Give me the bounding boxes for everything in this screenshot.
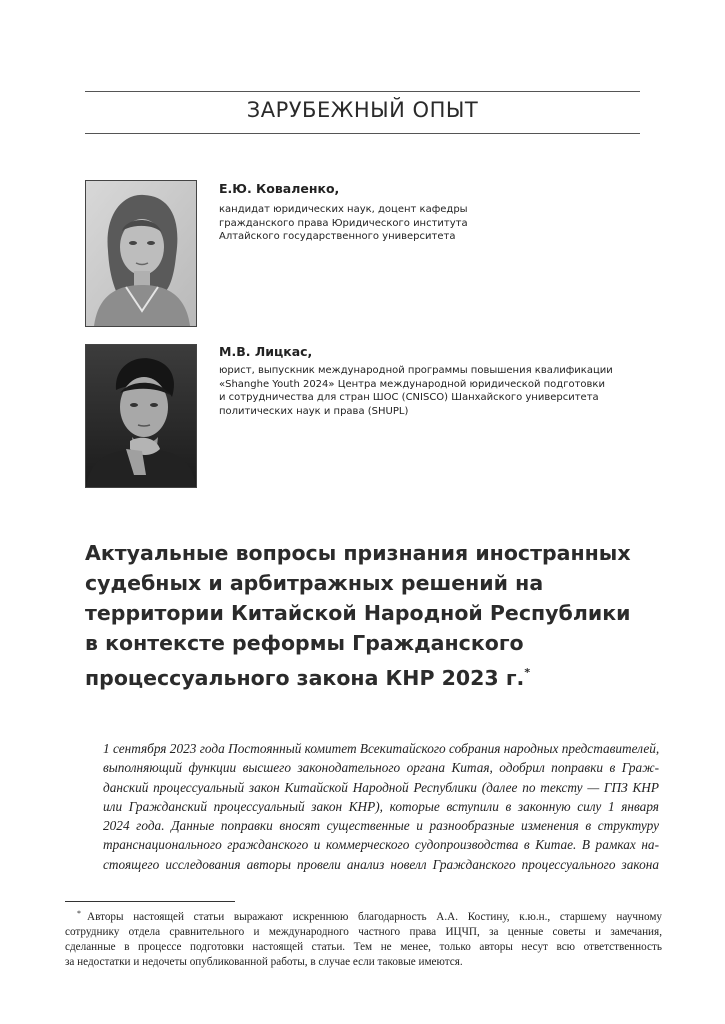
header-rule-bottom xyxy=(85,133,640,134)
article-abstract xyxy=(103,739,659,874)
footnote-rule xyxy=(65,901,235,902)
footnote-line-text: Авторы настоящей статьи выражают искреннюю благодарность А.А. Костину, к.ю.н., старшему научному xyxy=(87,911,662,923)
article-title-line-text: процессуального закона КНР 2023 г. xyxy=(85,666,525,690)
author-photo-kovalenko xyxy=(85,180,197,327)
footnote-line: сотруднику отдела сравнительного и международного частного права ИЦЧП, за ценные советы и замечания, xyxy=(65,926,662,938)
author-photo-litskas xyxy=(85,344,197,488)
article-title-line: Актуальные вопросы признания иностранных xyxy=(85,541,631,565)
abstract-line: 2024 года. Данные поправки вносят существенные и разнообразные изменения в структуру xyxy=(103,818,659,834)
abstract-line: транснационального гражданского и коммерческого судопроизводства в Китае. В рамках на- xyxy=(103,837,659,853)
abstract-line: 1 сентября 2023 года Постоянный комитет Всекитайского собрания народных представителей, xyxy=(103,741,660,756)
author-bio-line: и сотрудничества для стран ШОС (CNISCO) Шанхайского университета xyxy=(219,392,599,403)
abstract-line: стоящего исследования авторы провели анализ новелл Гражданского процессуального закона xyxy=(103,856,659,872)
author-bio-line: Алтайского государственного университета xyxy=(219,231,456,242)
author-bio-line: юрист, выпускник международной программы повышения квалификации xyxy=(219,365,613,376)
footnote xyxy=(65,906,662,970)
footnote-line xyxy=(65,906,662,925)
section-title: ЗАРУБЕЖНЫЙ ОПЫТ xyxy=(246,98,479,122)
footnote-reference-mark[interactable]: * xyxy=(524,666,531,679)
article-title-line: судебных и арбитражных решений на xyxy=(85,571,544,595)
abstract-line: данский процессуальный закон Китайской Народной Республики (далее по тексту — ГПЗ КНР xyxy=(103,779,659,795)
article-title xyxy=(85,538,645,693)
author-bio-line: кандидат юридических наук, доцент кафедры xyxy=(219,204,468,215)
article-title-line: в контексте реформы Гражданского xyxy=(85,631,524,655)
author-name: Е.Ю. Коваленко, xyxy=(219,181,340,196)
abstract-line: выполняющий функции высшего законодательного органа Китая, одобрил поправки в Граж- xyxy=(103,760,659,776)
author-bio-line: гражданского права Юридического института xyxy=(219,217,468,229)
article-title-line xyxy=(85,658,645,693)
author-name: М.В. Лицкас, xyxy=(219,344,313,359)
header-rule-top xyxy=(85,91,640,92)
footnote-line: сделанные в процессе подготовки настоящей статьи. Тем не менее, только авторы несут всю ответственность xyxy=(65,941,662,953)
abstract-line: или Гражданский процессуальный закон КНР), которые вступили в законную силу 1 января xyxy=(103,798,659,814)
article-title-line: территории Китайской Народной Республики xyxy=(85,601,631,625)
footnote-mark: * xyxy=(77,909,81,918)
author-bio xyxy=(219,203,639,244)
author-bio-line: политических наук и права (SHUPL) xyxy=(219,405,409,417)
author-bio-line: «Shanghe Youth 2024» Центра международной юридической подготовки xyxy=(219,378,605,390)
footnote-line: за недостатки и недочеты опубликованной работы, в случае если таковые имеются. xyxy=(65,956,463,968)
author-bio xyxy=(219,364,639,418)
